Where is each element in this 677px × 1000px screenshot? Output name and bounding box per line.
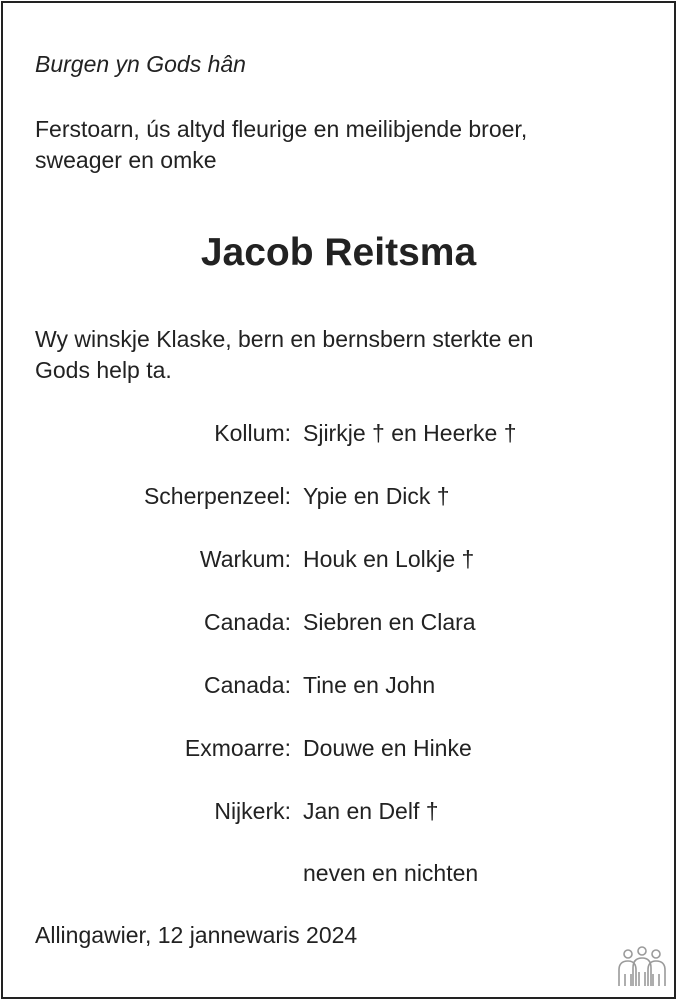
relative-place: Kollum: <box>214 420 291 446</box>
wish-line: Wy winskje Klaske, bern en bernsbern sterkte en <box>35 326 534 352</box>
relative-place: Scherpenzeel: <box>143 483 291 509</box>
wish-text <box>35 324 645 386</box>
wish-line: Gods help ta. <box>35 357 172 383</box>
intro-line: Ferstoarn, ús altyd fleurige en meilibjende broer, <box>35 116 528 142</box>
relative-names: Jan en Delf † <box>303 798 439 824</box>
relative-names: Douwe en Hinke <box>303 735 472 761</box>
motto: Burgen yn Gods hân <box>35 51 246 77</box>
relative-names: Sjirkje † en Heerke † <box>303 420 517 446</box>
relative-names: Siebren en Clara <box>303 609 476 635</box>
relative-row <box>3 795 674 827</box>
relative-names: Ypie en Dick † <box>303 483 450 509</box>
relative-row <box>3 417 674 449</box>
relative-row <box>3 857 674 889</box>
relative-names: Houk en Lolkje † <box>303 546 475 572</box>
place-date: Allingawier, 12 jannewaris 2024 <box>35 922 358 948</box>
relative-row <box>3 543 674 575</box>
relative-row <box>3 480 674 512</box>
obituary-notice <box>1 1 676 999</box>
family-figures-icon <box>615 946 669 990</box>
relative-row <box>3 669 674 701</box>
relative-place: Canada: <box>204 609 291 635</box>
relative-names: Tine en John <box>303 672 436 698</box>
deceased-name: Jacob Reitsma <box>200 231 477 274</box>
relative-place: Nijkerk: <box>214 798 291 824</box>
relative-place: Exmoarre: <box>184 735 291 761</box>
relative-names: neven en nichten <box>303 860 479 886</box>
relative-row <box>3 732 674 764</box>
relative-row <box>3 606 674 638</box>
intro-line: sweager en omke <box>35 147 217 173</box>
relative-place: Warkum: <box>199 546 291 572</box>
intro-text <box>35 114 645 176</box>
relative-place: Canada: <box>204 672 291 698</box>
